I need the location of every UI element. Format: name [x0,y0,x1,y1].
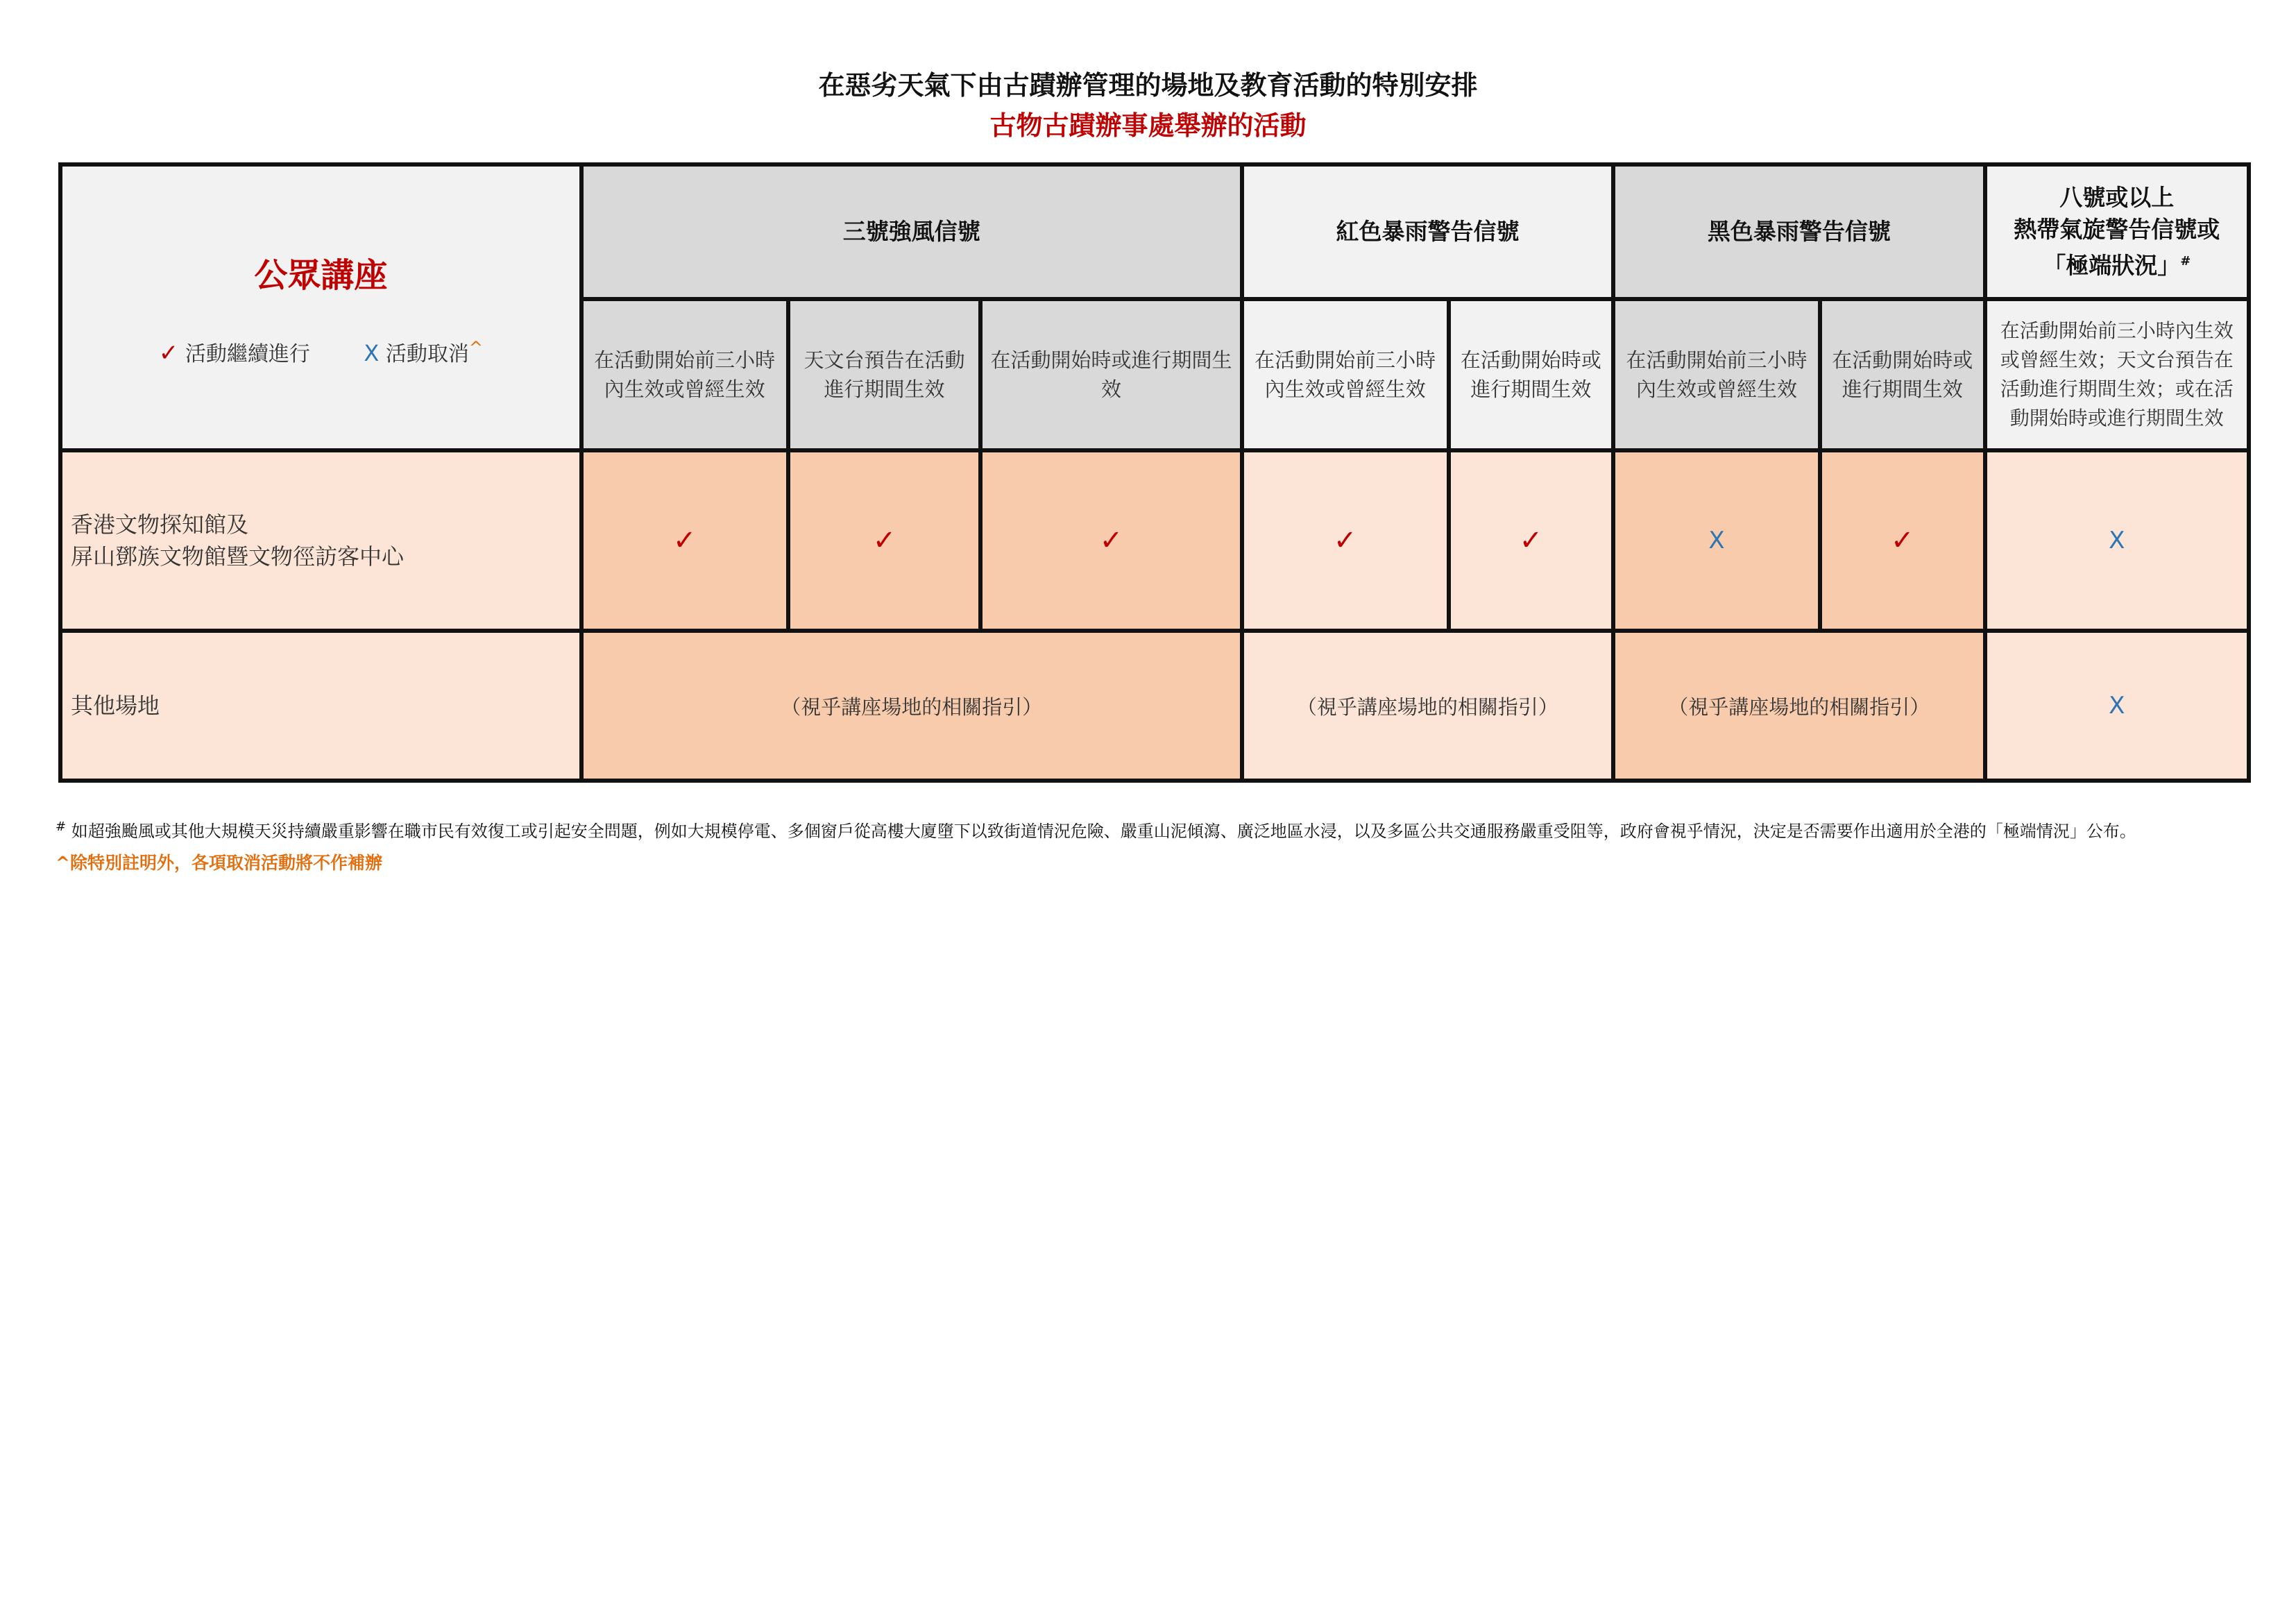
guide-black-rain: （視乎講座場地的相關指引） [1613,631,1984,781]
signal-header-black-rain: 黑色暴雨警告信號 [1613,164,1984,299]
cross-icon: X [1985,631,2250,781]
legend-cancel [364,337,483,367]
signal-header-no8-line2: 熱帶氣旋警告信號或 [2014,216,2220,243]
guide-red-rain: （視乎講座場地的相關指引） [1242,631,1613,781]
check-icon: ✓ [581,450,788,631]
signal-header-no8 [1985,164,2250,299]
caret-note-mark: ^ [468,337,483,357]
page-title: 在惡劣天氣下由古蹟辦管理的場地及教育活動的特別安排 [818,70,1478,101]
table-row [60,450,2249,631]
footnote-text: 如超強颱風或其他大規模天災持續嚴重影響在職市民有效復工或引起安全問題，例如大規模停電、多個窗戶從高樓大廈墮下以致街道情況危險、嚴重山泥傾瀉、廣泛地區水浸，以及多區公共交通服務嚴重受阻等，政府會視乎情況，決定是否需要作出適用於全港的「極端情況」公布。 [71,822,2136,841]
check-icon: ✓ [980,450,1241,631]
legend-cell [60,164,581,450]
legend-cancel-label: 活動取消 [385,341,469,366]
condition-red-before: 在活動開始前三小時內生效或曾經生效 [1242,299,1449,450]
check-icon: ✓ [158,339,179,367]
hash-note-mark: # [56,819,67,834]
condition-black-during: 在活動開始時或進行期間生效 [1820,299,1985,450]
legend-continue-label: 活動繼續進行 [185,341,310,366]
signal-header-red-rain: 紅色暴雨警告信號 [1242,164,1613,299]
page-subtitle: 古物古蹟辦事處舉辦的活動 [989,110,1307,141]
table-row [60,631,2249,781]
hash-note-mark: # [2180,254,2191,269]
guide-no3: （視乎講座場地的相關指引） [581,631,1242,781]
cross-icon: X [1613,450,1820,631]
condition-no3-before: 在活動開始前三小時內生效或曾經生效 [581,299,788,450]
signal-header-no8-line1: 八號或以上 [2059,184,2175,211]
check-icon: ✓ [1242,450,1449,631]
signal-header-no3: 三號強風信號 [581,164,1242,299]
legend-continue [159,337,310,367]
venue-other: 其他場地 [60,631,581,781]
condition-no3-forecast: 天文台預告在活動進行期間生效 [788,299,981,450]
cross-icon: X [1985,450,2250,631]
check-icon: ✓ [1820,450,1985,631]
venue-discovery-centre [60,450,581,631]
signal-header-row [60,164,2249,299]
condition-black-before: 在活動開始前三小時內生效或曾經生效 [1613,299,1820,450]
venue-line: 屏山鄧族文物館暨文物徑訪客中心 [71,543,405,570]
condition-no3-during: 在活動開始時或進行期間生效 [980,299,1241,450]
cross-icon: X [364,339,380,366]
legend-row [67,337,575,367]
venue-line: 香港文物探知館及 [71,511,249,538]
condition-red-during: 在活動開始時或進行期間生效 [1449,299,1614,450]
check-icon: ✓ [788,450,981,631]
arrangement-table [58,162,2251,783]
legend-title: 公眾講座 [254,255,388,295]
condition-no8-all: 在活動開始前三小時內生效或曾經生效；天文台預告在活動進行期間生效；或在活動開始時或進行期間生效 [1985,299,2250,450]
signal-header-no8-line3: 「極端狀況」# [2043,252,2191,279]
check-icon: ✓ [1449,450,1614,631]
footnote-extreme-conditions [56,817,2136,842]
footnote-cancellation: ^除特別註明外，各項取消活動將不作補辦 [56,853,382,873]
